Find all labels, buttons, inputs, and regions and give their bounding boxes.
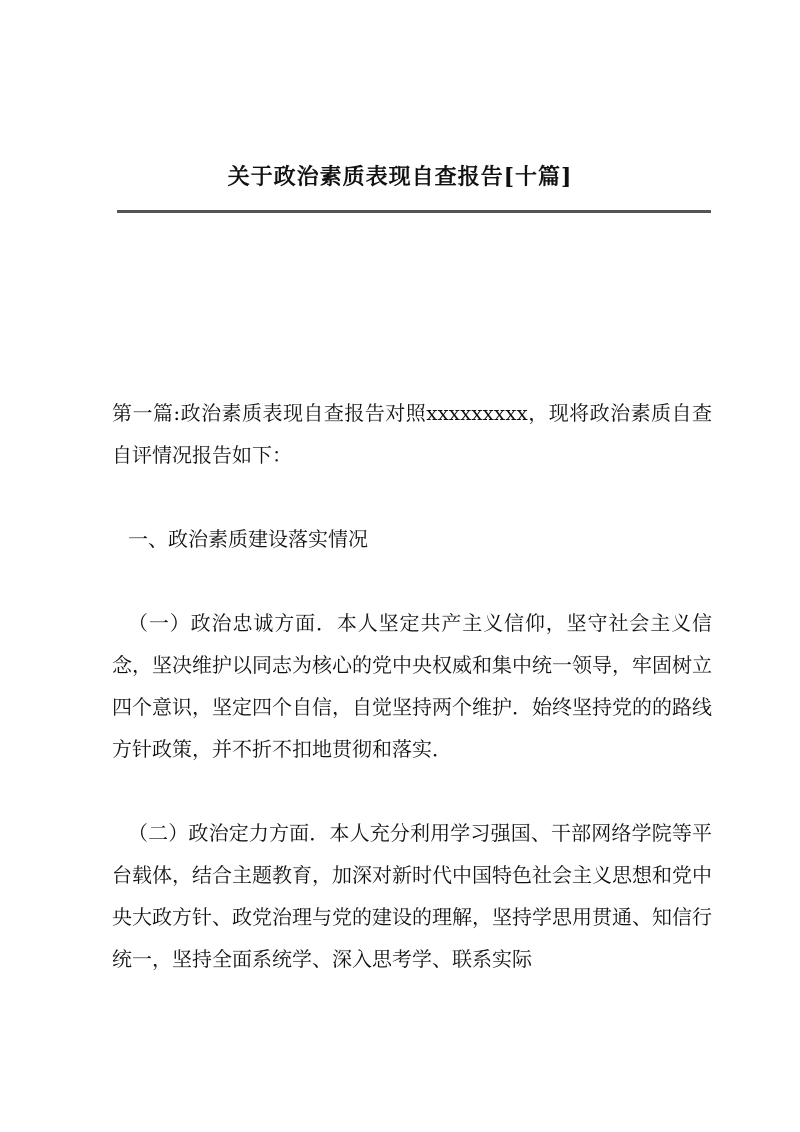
- section-heading: 一、政治素质建设落实情况: [128, 527, 368, 551]
- title-divider: [117, 210, 711, 213]
- paragraph-political-loyalty: （一）政治忠诚方面．本人坚定共产主义信仰，坚守社会主义信念，坚决维护以同志为核心的党中央权威和集中统一领导，牢固树立四个意识，坚定四个自信，自觉坚持两个维护．始终坚持党的的路线方针政策，并不折不扣地贯彻和落实．: [112, 611, 712, 761]
- paragraph-political-steadiness: （二）政治定力方面．本人充分利用学习强国、干部网络学院等平台载体，结合主题教育，加深对新时代中国特色社会主义思想和党中央大政方针、政党治理与党的建设的理解，坚持学思用贯通、知信行统一，坚持全面系统学、深入思考学、联系实际: [112, 821, 712, 971]
- paragraph-intro: 第一篇:政治素质表现自查报告对照xxxxxxxxx，现将政治素质自查自评情况报告如下：: [112, 401, 712, 467]
- document-body: [112, 392, 712, 980]
- document-title: 关于政治素质表现自查报告[十篇]: [227, 164, 573, 190]
